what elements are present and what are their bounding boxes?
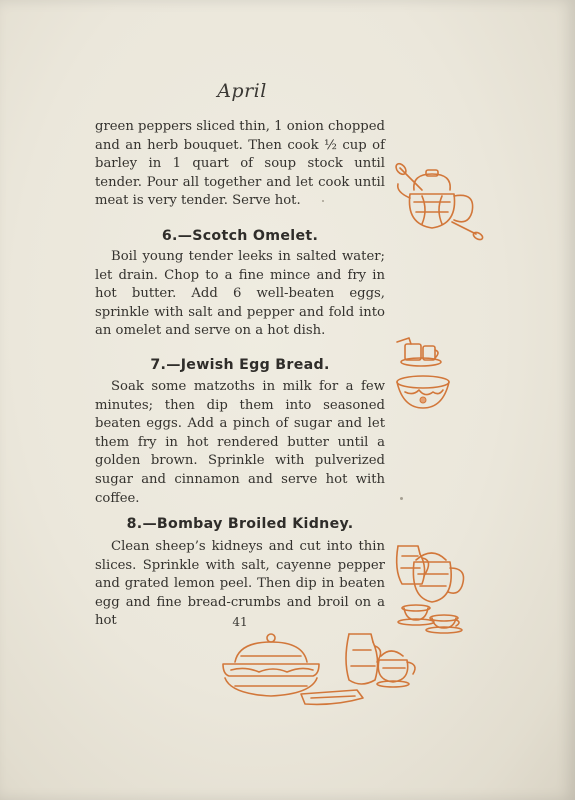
teapot-with-spoon-icon: [392, 162, 484, 242]
heading-jewish-egg-bread: 7.—Jewish Egg Bread.: [150, 357, 330, 373]
jewish-egg-bread-paragraph: Soak some matzoths in milk for a few minutes; then dip them into seasoned beaten eggs. Add a pinch of sugar and let them fry in hot rendered butter until a golden brown. Sprinkle with pulverized sugar and cinnamon and serve hot with coffee.: [95, 379, 385, 506]
covered-dish-and-jugs-icon: [215, 628, 420, 708]
intro-paragraph: green peppers sliced thin, 1 onion chopped and an herb bouquet. Then cook ½ cup of barley in 1 quart of soup stock until tender. Pour all together and let cook until meat is very tender. Serve hot.: [95, 119, 385, 209]
page-number: 41: [232, 615, 248, 629]
paper-speck: [322, 200, 324, 202]
heading-bombay-broiled-kidney: 8.—Bombay Broiled Kidney.: [126, 516, 354, 532]
running-head: April: [217, 80, 267, 102]
bombay-broiled-kidney-paragraph: Clean sheep’s kidneys and cut into thin slices. Sprinkle with salt, cayenne pepper and grated lemon peel. Then dip in beaten egg and fine bread-crumbs and broil on a hot: [95, 539, 385, 629]
paper-speck: [400, 497, 403, 500]
cup-and-bowl-icon: [393, 334, 455, 414]
pitcher-and-teacups-icon: [392, 540, 472, 636]
scotch-omelet-paragraph: Boil young tender leeks in salted water; let drain. Chop to a fine mince and fry in hot butter. Add 6 well-beaten eggs, sprinkle with salt and pepper and fold into an omelet and serve on a hot dish.: [95, 249, 385, 339]
heading-scotch-omelet: 6.—Scotch Omelet.: [161, 228, 319, 244]
